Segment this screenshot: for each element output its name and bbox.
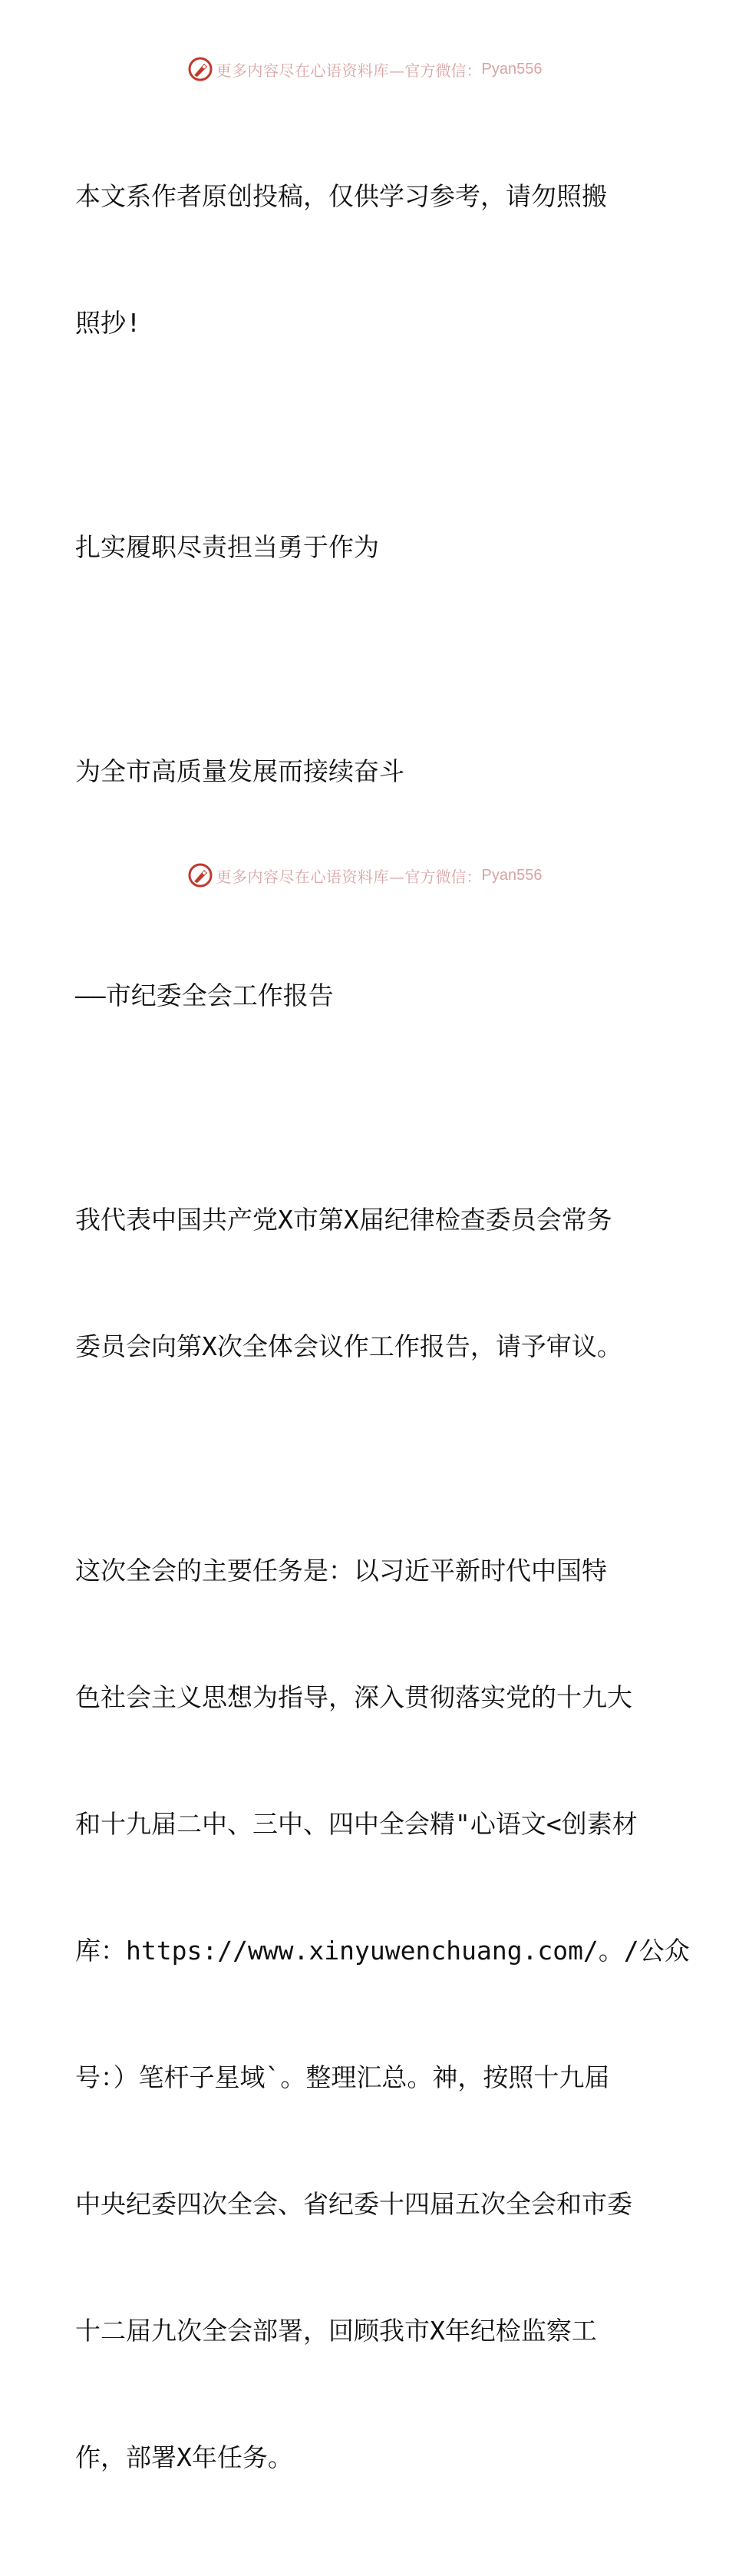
paragraph-line: 色社会主义思想为指导，深入贯彻落实党的十九大	[75, 1682, 632, 1712]
paragraph-line: 中央纪委四次全会、省纪委十四届五次全会和市委	[75, 2189, 632, 2219]
paragraph-line: 和十九届二中、三中、四中全会精"心语文<创素材	[75, 1809, 638, 1839]
paragraph-line: 号：）笔杆子星域`。整理汇总。神，按照十九届	[75, 2062, 610, 2092]
title-line: 为全市高质量发展而接续奋斗	[75, 756, 404, 786]
document-title-line-2	[75, 666, 658, 877]
document-body	[75, 91, 690, 2576]
paragraph-line: 十二届九次全会部署，回顾我市X年纪检监察工	[75, 2316, 597, 2346]
paragraph-line: 作，部署X年任务。	[75, 2442, 293, 2472]
paragraph-line: 我代表中国共产党X市第X届纪律检查委员会常务	[75, 1205, 612, 1235]
footer-wechat-id: Pyan556	[481, 866, 543, 884]
footer-banner	[0, 860, 729, 891]
subtitle-line: ——市纪委全会工作报告	[75, 980, 334, 1010]
notice-line: 照抄!	[75, 308, 141, 338]
notice-line: 本文系作者原创投稿，仅供学习参考，请勿照搬	[75, 181, 607, 211]
title-line: 扎实履职尽责担当勇于作为	[75, 532, 379, 562]
paragraph-line: 委员会向第X次全体会议作工作报告，请予审议。	[75, 1331, 622, 1361]
header-slogan: 更多内容尽在心语资料库—	[216, 61, 405, 80]
paragraph-2	[75, 1465, 690, 2563]
paragraph-line: 库：https://www.xinyuwenchuang.com/。/公众	[75, 1936, 690, 1966]
document-title-line-1	[75, 441, 658, 653]
header-wechat-label: 官方微信：	[404, 61, 482, 80]
header-wechat-id: Pyan556	[481, 60, 543, 78]
paragraph-line: 这次全会的主要任务是：以习近平新时代中国特	[75, 1556, 607, 1586]
pen-nib-logo-icon	[187, 862, 213, 888]
pen-nib-logo-icon	[187, 56, 213, 82]
copyright-notice	[75, 91, 658, 428]
document-subtitle	[75, 890, 658, 1101]
header-banner	[0, 54, 729, 84]
paragraph-1	[75, 1114, 658, 1452]
footer-wechat-label: 官方微信：	[404, 867, 482, 886]
footer-slogan: 更多内容尽在心语资料库—	[216, 867, 405, 886]
